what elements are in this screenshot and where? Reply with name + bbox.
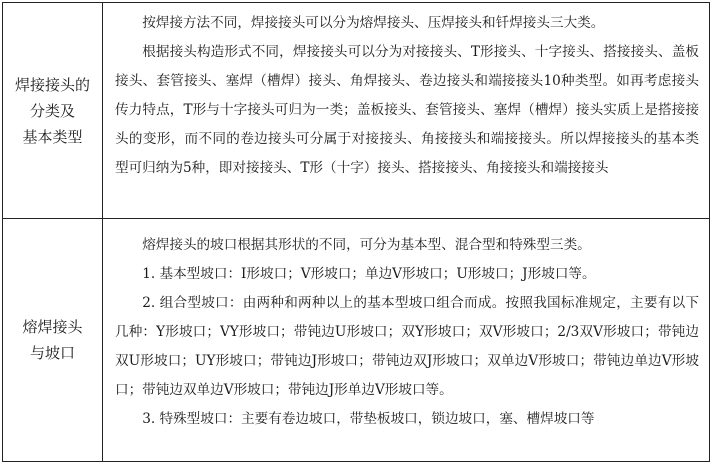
table-row <box>3 219 709 461</box>
info-table <box>2 2 710 462</box>
paragraph: 熔焊接头的坡口根据其形状的不同，可分为基本型、混合型和特殊型三类。 <box>142 237 591 253</box>
row-content-cell <box>103 219 709 461</box>
table-row <box>3 3 709 219</box>
paragraph: 根据接头构造形式不同，焊接接头可以分为对接接头、T形接头、十字接头、搭接接头、盖板接头、套管接头、塞焊（槽焊）接头、角焊接头、卷边接头和端接接头10种类型。如再考虑接头传力特点，T形与十字接头可归为一类；盖板接头、套管接头、塞焊（槽焊）接头实质上是搭接接头的变形，而不同的卷边接头可分属于对接接头、角接接头和端接接头。所以焊接接头的基本类型可归纳为5种，即对接接头、T形（十字）接头、搭接接头、角接接头和端接接头 <box>115 44 699 176</box>
row-content-cell <box>103 3 709 218</box>
row-label-groove: 熔焊接头 与坡口 <box>22 318 83 362</box>
row-header-cell <box>3 3 103 218</box>
row-label-joint-types: 焊接接头的 分类及 基本类型 <box>14 75 90 146</box>
paragraph: 按焊接方法不同，焊接接头可以分为熔焊接头、压焊接头和钎焊接头三大类。 <box>142 15 605 31</box>
paragraph: 1. 基本型坡口：I形坡口；V形坡口；单边V形坡口；U形坡口；J形坡口等。 <box>142 266 596 282</box>
paragraph: 3. 特殊型坡口：主要有卷边坡口，带垫板坡口，锁边坡口，塞、槽焊坡口等 <box>142 411 595 427</box>
paragraph: 2. 组合型坡口：由两种和两种以上的基本型坡口组合而成。按照我国标准规定，主要有以下几种：Y形坡口；VY形坡口；带钝边U形坡口；双Y形坡口；双V形坡口；2/3双V形坡口；带钝边双U形坡口；UY形坡口；带钝边J形坡口；带钝边双J形坡口；双单边V形坡口；带钝边单边V形坡口；带钝边双单边V形坡口；带钝边J形单边V形坡口等。 <box>115 295 699 398</box>
row-header-cell <box>3 219 103 461</box>
